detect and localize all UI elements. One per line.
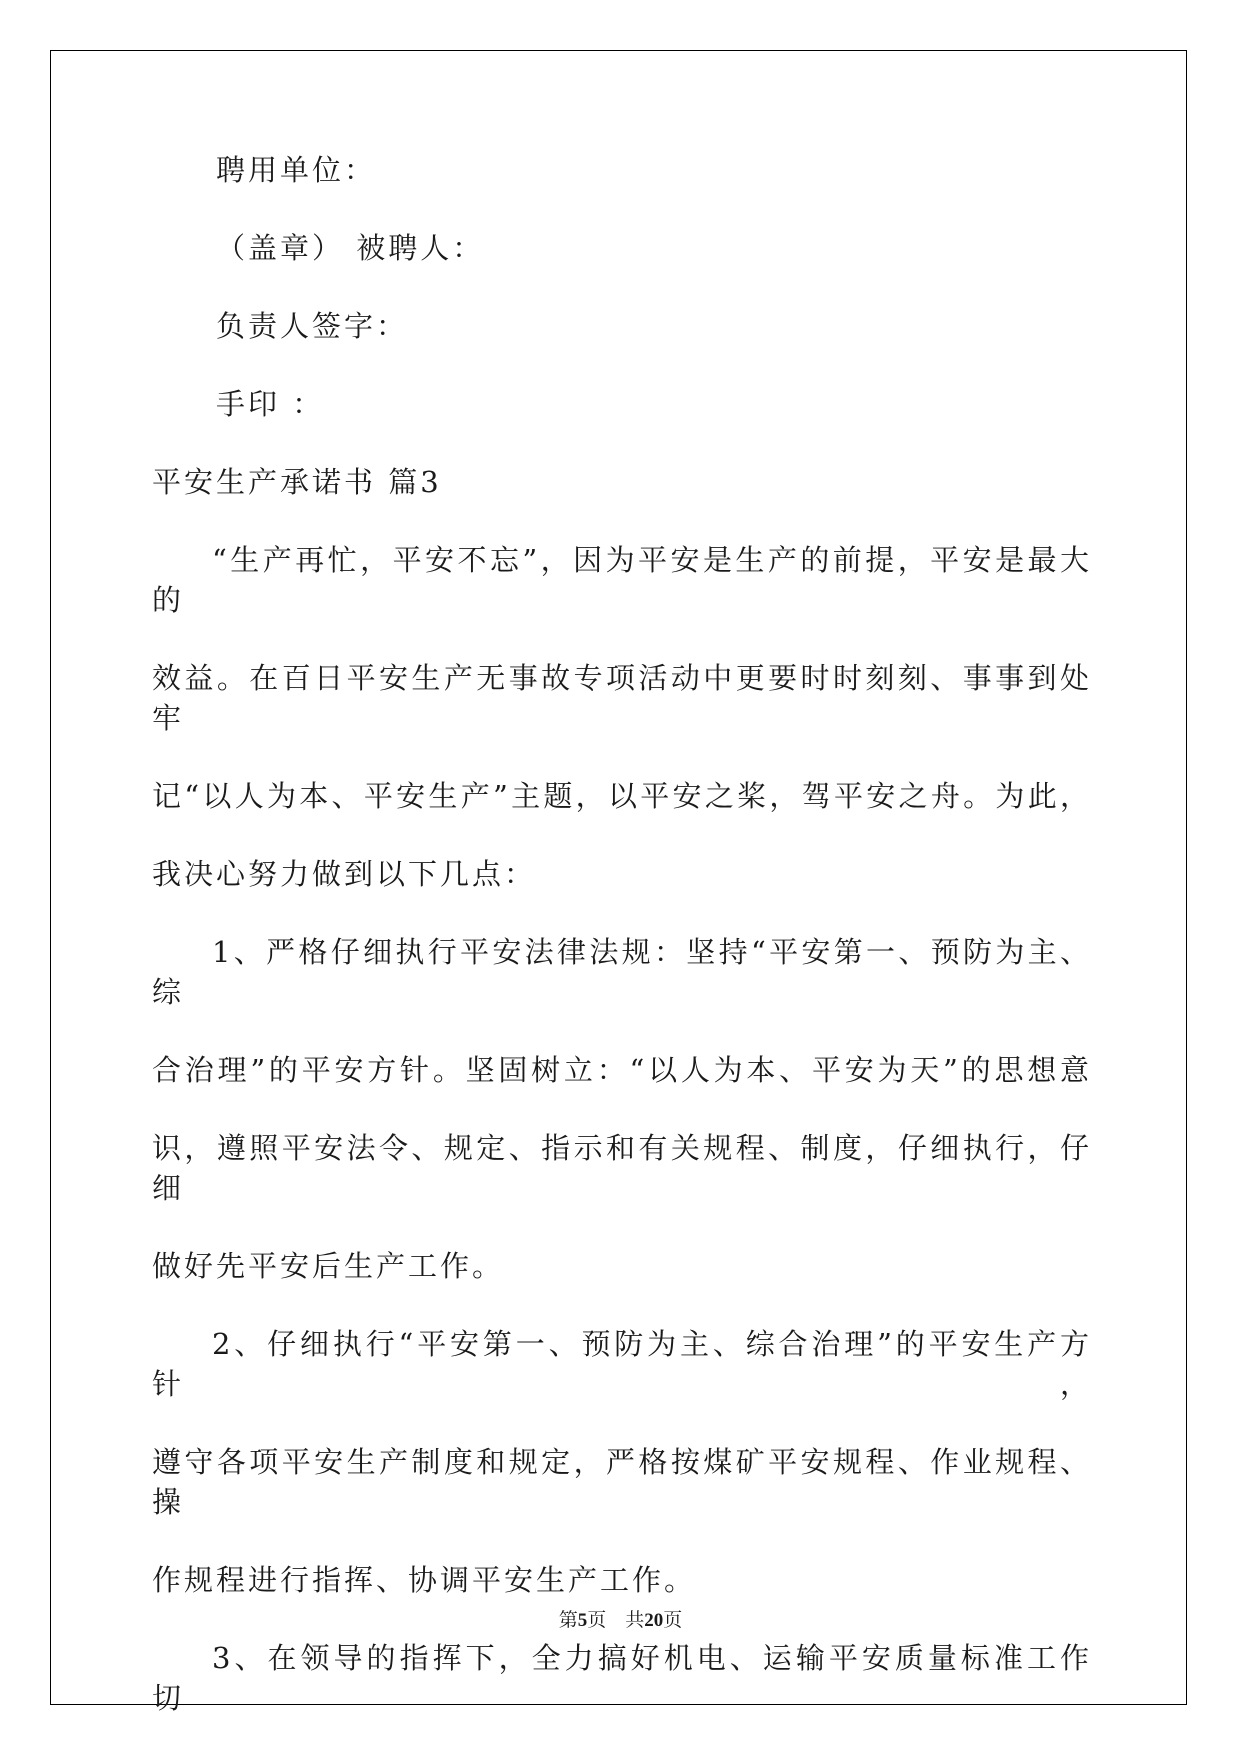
- footer-page-number: 5: [577, 1610, 588, 1631]
- fingerprint-label: 手印 ：: [216, 387, 325, 421]
- paragraph-line: 识，遵照平安法令、规定、指示和有关规程、制度，仔细执行，仔细: [152, 1131, 1092, 1205]
- paragraph-line: 我决心努力做到以下几点：: [152, 857, 537, 891]
- paragraph-3: [152, 1324, 1092, 1600]
- responsible-signature-label: 负责人签字：: [216, 309, 409, 343]
- paragraph-line: 1、严格仔细执行平安法律法规：坚持“平安第一、预防为主、综: [152, 935, 1092, 1009]
- paragraph-line: 作规程进行指挥、协调平安生产工作。: [152, 1563, 697, 1597]
- paragraph-line: 合治理”的平安方针。坚固树立：“以人为本、平安为天”的思想意: [152, 1053, 1092, 1087]
- footer-total-pages: 20: [644, 1610, 664, 1631]
- page-footer: [0, 1605, 1241, 1632]
- employer-label: 聘用单位：: [216, 153, 377, 187]
- paragraph-line: 做好先平安后生产工作。: [152, 1249, 505, 1283]
- paragraph-4: [152, 1638, 1092, 1718]
- paragraph-line: 效益。在百日平安生产无事故专项活动中更要时时刻刻、事事到处牢: [152, 661, 1092, 735]
- paragraph-1: [152, 540, 1092, 894]
- seal-employee-label: （盖章） 被聘人：: [216, 231, 485, 265]
- footer-prefix: 第: [558, 1609, 578, 1631]
- paragraph-line: “生产再忙，平安不忘”，因为平安是生产的前提，平安是最大的: [152, 543, 1092, 617]
- section-title: 平安生产承诺书 篇3: [152, 465, 442, 499]
- footer-mid: 页 共: [587, 1609, 645, 1631]
- paragraph-line: 2、仔细执行“平安第一、预防为主、综合治理”的平安生产方针，: [152, 1327, 1092, 1401]
- paragraph-line: 遵守各项平安生产制度和规定，严格按煤矿平安规程、作业规程、 操: [152, 1445, 1092, 1519]
- paragraph-2: [152, 932, 1092, 1286]
- paragraph-line: 3、在领导的指挥下，全力搞好机电、运输平安质量标准工作切: [152, 1641, 1092, 1715]
- paragraph-line: 记“以人为本、平安生产”主题，以平安之桨，驾平安之舟。为此，: [152, 779, 1092, 813]
- document-body: [152, 150, 1092, 1756]
- footer-suffix: 页: [663, 1609, 683, 1631]
